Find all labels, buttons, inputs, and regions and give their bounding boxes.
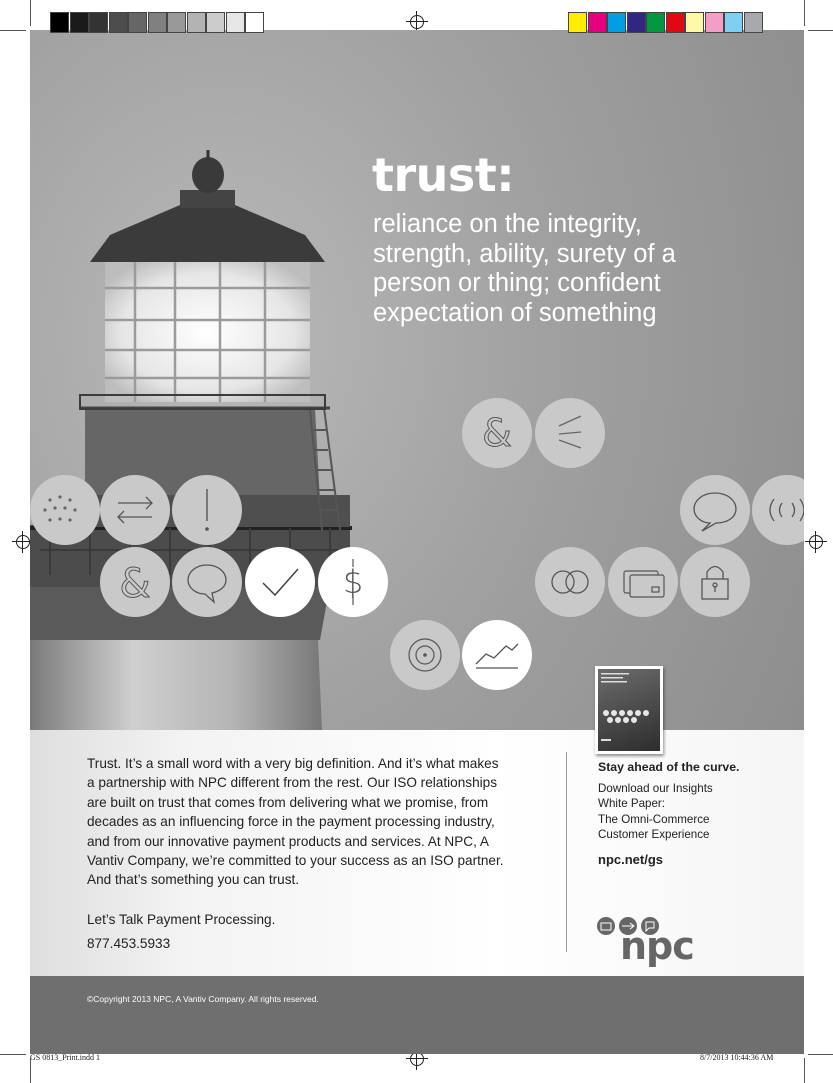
slug-filename: GS 0813_Print.indd 1 [30, 1053, 101, 1062]
crop-mark [804, 1058, 805, 1083]
body-line: and from our innovative payment products and services. At NPC, A [87, 833, 489, 849]
sidebar-heading: Stay ahead of the curve. [598, 760, 740, 774]
registration-mark [809, 535, 823, 549]
body-line: Trust. It’s a small word with a very big definition. And it’s what makes [87, 756, 499, 771]
logo-wordmark: npc [620, 924, 694, 968]
lock-icon [680, 547, 750, 617]
registration-mark [410, 1052, 424, 1066]
exclamation-icon [172, 475, 242, 545]
color-swatch [744, 12, 763, 33]
color-swatch [705, 12, 724, 33]
phone-number[interactable]: 877.453.5933 [87, 936, 171, 951]
sidebar-line: Download our Insights [598, 782, 713, 795]
definition [373, 210, 773, 328]
copyright: ©Copyright 2013 NPC, A Vantiv Company. All rights reserved. [87, 994, 319, 1004]
divider [566, 752, 567, 952]
headline: trust: [372, 148, 515, 202]
slug-datetime: 8/7/2013 10:44:36 AM [700, 1053, 774, 1062]
copy-panel [30, 730, 804, 976]
cta-tagline: Let’s Talk Payment Processing. [87, 912, 276, 927]
target-icon [390, 620, 460, 690]
body-line: are built on trust that comes from delivering what we promise, from [87, 794, 489, 810]
gray-swatch [70, 12, 89, 33]
color-swatch [607, 12, 626, 33]
registration-mark [16, 535, 30, 549]
color-swatch [685, 12, 704, 33]
color-swatch [568, 12, 587, 33]
signal-icon [752, 475, 804, 545]
body-line: Vantiv Company, we’re committed to your success as an ISO partner. [87, 853, 504, 869]
svg-text:&: & [482, 411, 512, 455]
footer [30, 976, 804, 1054]
color-swatch [627, 12, 646, 33]
trend-icon [462, 620, 532, 690]
body-line: a partnership with NPC different from the rest. Our ISO relationships [87, 775, 498, 791]
body-line: decades as an influencing force in the payment processing industry, [87, 814, 495, 830]
lines-icon [535, 398, 605, 468]
ampersand-icon [100, 547, 170, 617]
sidebar-text [598, 781, 713, 843]
definition-line: strength, ability, surety of a [373, 239, 676, 268]
definition-line: expectation of something [373, 298, 657, 327]
arrows-icon [100, 475, 170, 545]
gray-swatch [187, 12, 206, 33]
rings-icon [535, 547, 605, 617]
crop-mark [808, 30, 833, 31]
gray-swatch [226, 12, 245, 33]
definition-line: reliance on the integrity, [373, 210, 642, 238]
definition-line: person or thing; confident [373, 269, 661, 297]
white-paper-cover [595, 666, 663, 754]
crop-mark [0, 30, 26, 31]
body-copy [87, 754, 547, 890]
crop-mark [0, 1054, 26, 1055]
crop-mark [30, 0, 31, 26]
sidebar-line: White Paper: [598, 797, 666, 811]
gray-swatch [89, 12, 108, 33]
sidebar-line: The Omni-Commerce [598, 812, 710, 826]
crop-mark [804, 0, 805, 26]
color-swatch [588, 12, 607, 33]
card-icon [608, 547, 678, 617]
color-swatch [646, 12, 665, 33]
gray-swatch [245, 12, 264, 33]
dots-icon [30, 475, 100, 545]
color-swatch [666, 12, 685, 33]
gray-swatch [109, 12, 128, 33]
speech-bubble-icon [172, 547, 242, 617]
gray-swatch [148, 12, 167, 33]
gray-swatch [128, 12, 147, 33]
checkmark-icon [245, 547, 315, 617]
ampersand-icon [462, 398, 532, 468]
gray-swatch [50, 12, 69, 33]
color-swatch [724, 12, 743, 33]
body-line: And that’s something you can trust. [87, 872, 300, 888]
sidebar-url[interactable]: npc.net/gs [598, 852, 664, 867]
crop-mark [808, 1054, 833, 1055]
advertisement [30, 30, 804, 1054]
svg-text:$: $ [342, 563, 364, 601]
registration-mark [410, 15, 424, 29]
gray-swatch [167, 12, 186, 33]
svg-text:&: & [119, 561, 151, 607]
gray-swatch [206, 12, 225, 33]
sidebar-line: Customer Experience [598, 828, 710, 842]
dollar-icon [318, 547, 388, 617]
chat-bubble-icon [680, 475, 750, 545]
